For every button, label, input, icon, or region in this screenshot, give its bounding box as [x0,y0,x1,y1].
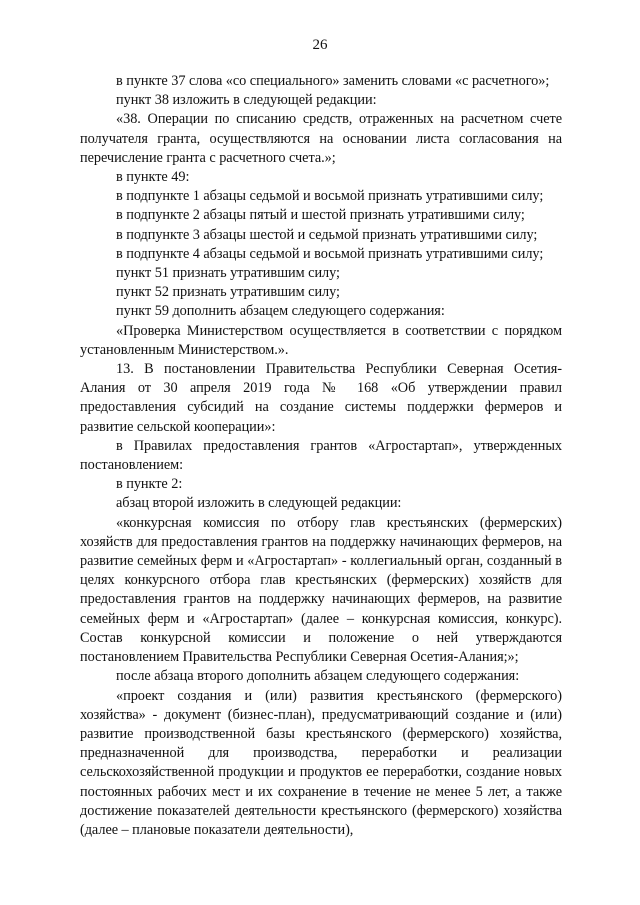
paragraph: в подпункте 1 абзацы седьмой и восьмой признать утратившими силу; [116,188,544,205]
paragraph: «проект создания и (или) развития крестьянского (фермерского) хозяйства» - документ (бизнес-план), предусматривающий создание и (или) развитие производственной базы крестьянского (фермерского) хозяйства, предназначенной для производства, переработки и реализации сельскохозяйственной продукции и продуктов ее переработки, создание новых постоянных рабочих мест и их сохранение в течение не менее 5 лет, а также достижение показателей деятельности крестьянского (фермерского) хозяйства (далее – плановые показатели деятельности), [80,687,562,838]
paragraph: пункт 51 признать утратившим силу; [116,265,340,282]
paragraph: 13. В постановлении Правительства Республики Северная Осетия-Алания от 30 апреля 2019 года № 168 «Об утверждении правил предоставления субсидий на создание системы поддержки фермеров и развитие сельской кооперации»: [80,361,562,435]
paragraph: «38. Операции по списанию средств, отраженных на расчетном счете получателя гранта, осуществляются на основании листа согласования на перечисление гранта с расчетного счета.»; [80,111,562,166]
paragraph: после абзаца второго дополнить абзацем следующего содержания: [116,668,520,685]
paragraph: в пункте 2: [116,476,183,493]
paragraph: пункт 38 изложить в следующей редакции: [116,92,377,109]
page-number: 26 [312,37,328,53]
paragraph: в Правилах предоставления грантов «Агростартап», утвержденных постановлением: [80,437,562,474]
paragraph: «конкурсная комиссия по отбору глав крестьянских (фермерских) хозяйств для предоставления грантов на поддержку начинающих фермеров, на развитие семейных ферм и «Агростартап» - коллегиальный орган, созданный в целях конкурсного отбора глав крестьянских (фермерских) хозяйств для предоставления грантов на поддержку начинающих фермеров, на развитие семейных ферм и «Агростартап» (далее – конкурсная комиссия, конкурс). Состав конкурсной комиссии и положение о ней утверждаются постановлением Правительства Республики Северная Осетия-Алания;»; [80,514,562,666]
paragraph: в подпункте 4 абзацы седьмой и восьмой признать утратившими силу; [116,245,544,262]
document-body [80,72,562,840]
paragraph: в подпункте 3 абзацы шестой и седьмой признать утратившими силу; [116,226,538,243]
paragraph: пункт 52 признать утратившим силу; [116,284,340,301]
paragraph: в пункте 37 слова «со специального» заменить словами «с расчетного»; [116,73,550,89]
paragraph: абзац второй изложить в следующей редакции: [116,495,402,512]
paragraph: в подпункте 2 абзацы пятый и шестой признать утратившими силу; [116,207,525,224]
paragraph: «Проверка Министерством осуществляется в соответствии с порядком установленным Министерством.». [80,322,562,358]
paragraph: в пункте 49: [116,169,190,186]
paragraph: пункт 59 дополнить абзацем следующего содержания: [116,303,445,320]
